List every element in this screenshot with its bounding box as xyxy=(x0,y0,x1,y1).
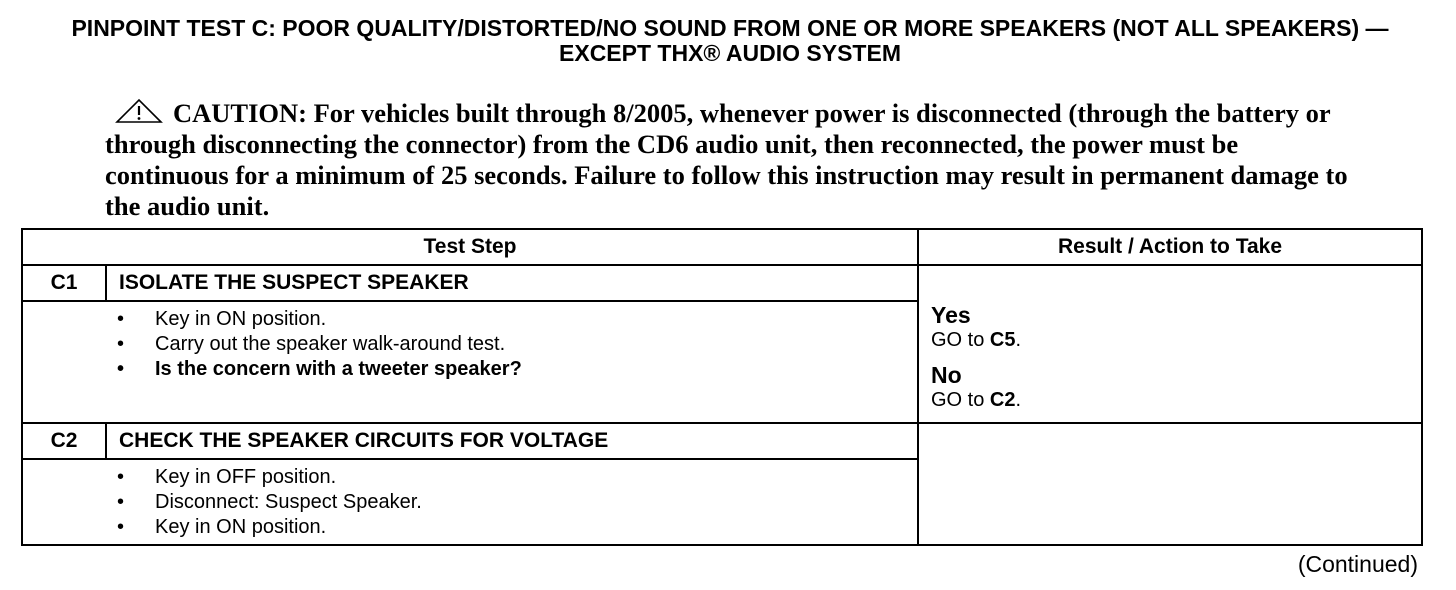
step-result-cell xyxy=(918,265,1422,423)
pinpoint-test-table xyxy=(21,228,1423,546)
goto-target: C2 xyxy=(989,389,1016,411)
step-question: • Is the concern with a tweeter speaker? xyxy=(23,357,917,382)
list-item: • Key in ON position. xyxy=(23,307,917,332)
page-title: PINPOINT TEST C: POOR QUALITY/DISTORTED/NO SOUND FROM ONE OR MORE SPEAKERS (NOT ALL SPEAKERS) — EXCEPT THX® AUDIO SYSTEM xyxy=(71,15,1389,66)
step-title: ISOLATE THE SUSPECT SPEAKER xyxy=(106,265,918,301)
warning-triangle-icon xyxy=(113,98,165,124)
table-row xyxy=(22,265,1422,301)
continued-note: (Continued) xyxy=(1297,551,1418,577)
list-item: • Disconnect: Suspect Speaker. xyxy=(23,490,917,515)
step-id: C2 xyxy=(22,423,106,459)
result-action: GO to C2. xyxy=(931,389,1022,411)
step-instructions xyxy=(22,459,918,545)
step-id: C1 xyxy=(22,265,106,301)
caution-text: For vehicles built through 8/2005, whenever power is disconnected (through the battery or through disconnecting the connector) from the CD6 audio unit, then reconnected, the power must be continuous for a minimum of 25 seconds. Failure to follow this instruction may result in permanent damage to the audio unit. xyxy=(105,98,1348,221)
table-row xyxy=(22,423,1422,459)
caution-notice xyxy=(105,98,1365,222)
step-title: CHECK THE SPEAKER CIRCUITS FOR VOLTAGE xyxy=(106,423,918,459)
header-test-step: Test Step xyxy=(22,229,918,265)
result-answer: No xyxy=(931,362,962,388)
result-action: GO to C5. xyxy=(931,329,1022,351)
table-header-row xyxy=(22,229,1422,265)
list-item: • Carry out the speaker walk-around test. xyxy=(23,332,917,357)
step-result-cell xyxy=(918,423,1422,545)
caution-label: CAUTION: xyxy=(173,98,307,128)
list-item: • Key in ON position. xyxy=(23,515,917,540)
header-result-action: Result / Action to Take xyxy=(918,229,1422,265)
goto-target: C5 xyxy=(989,329,1016,351)
result-answer: Yes xyxy=(931,302,971,328)
step-instructions xyxy=(22,301,918,423)
list-item: • Key in OFF position. xyxy=(23,465,917,490)
